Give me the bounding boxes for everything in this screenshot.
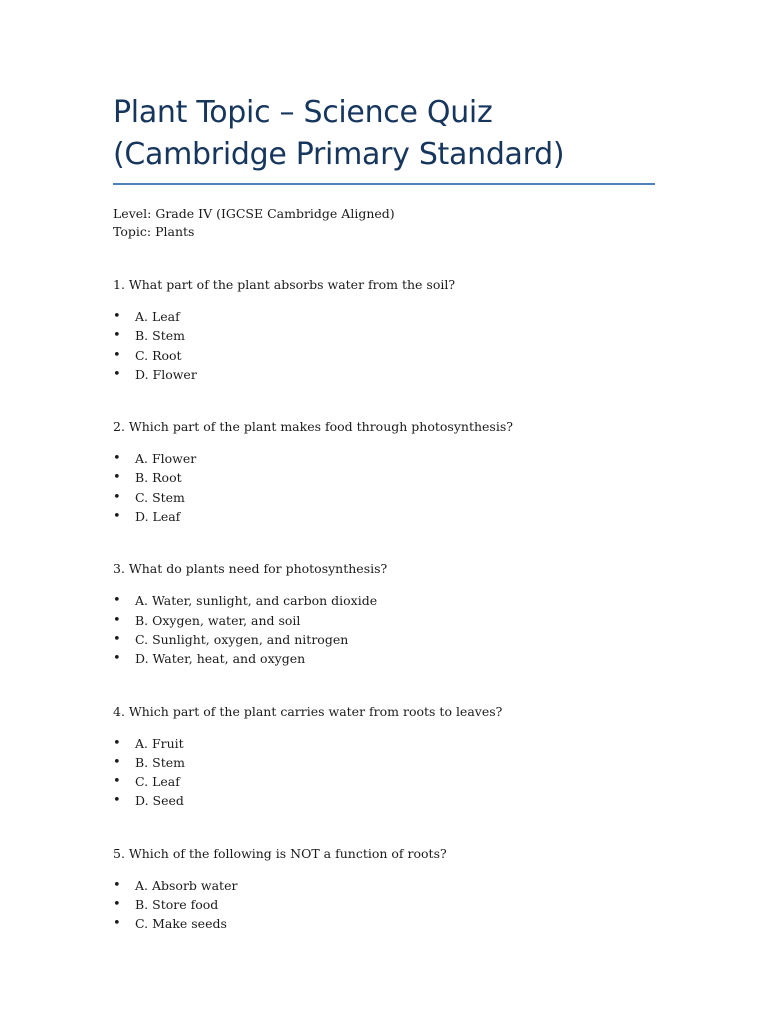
option-item [113, 772, 655, 791]
option-text: B. Stem [135, 754, 185, 770]
bullet-icon: • [113, 612, 121, 628]
question-text: 3. What do plants need for photosynthesis? [113, 561, 388, 577]
option-text: B. Stem [135, 328, 185, 344]
bullet-icon: • [113, 735, 121, 751]
question-text: 2. Which part of the plant makes food through photosynthesis? [113, 419, 513, 435]
option-item [113, 611, 655, 630]
option-item [113, 326, 655, 345]
question-block [113, 703, 655, 811]
option-text: B. Store food [135, 897, 219, 913]
option-item [113, 791, 655, 810]
option-item [113, 307, 655, 326]
option-text: B. Oxygen, water, and soil [135, 612, 301, 628]
option-item [113, 449, 655, 468]
bullet-icon: • [113, 631, 121, 647]
option-item [113, 895, 655, 914]
option-item [113, 914, 655, 933]
level-text: Level: Grade IV (IGCSE Cambridge Aligned) [113, 206, 395, 221]
topic-text: Topic: Plants [113, 224, 195, 239]
bullet-icon: • [113, 309, 121, 324]
bullet-icon: • [113, 328, 121, 344]
option-text: B. Root [135, 470, 182, 486]
option-text: A. Flower [135, 451, 197, 467]
option-text: C. Sunlight, oxygen, and nitrogen [135, 631, 349, 647]
title-line-2: (Cambridge Primary Standard) [113, 137, 565, 172]
bullet-icon: • [113, 489, 121, 505]
bullet-icon: • [113, 897, 121, 913]
document-title [113, 92, 655, 176]
document-meta [113, 205, 655, 241]
bullet-icon: • [113, 593, 121, 609]
option-text: C. Leaf [135, 774, 180, 790]
question-block [113, 560, 655, 668]
title-underline [113, 183, 655, 185]
option-item [113, 346, 655, 365]
bullet-icon: • [113, 877, 121, 893]
question-block [113, 276, 655, 384]
option-text: A. Absorb water [135, 877, 238, 893]
option-text: A. Water, sunlight, and carbon dioxide [135, 593, 378, 609]
bullet-icon: • [113, 651, 121, 667]
option-item [113, 365, 655, 384]
bullet-icon: • [113, 509, 121, 525]
document-page [113, 92, 655, 934]
question-text: 1. What part of the plant absorbs water from the soil? [113, 277, 456, 292]
option-list [113, 307, 655, 384]
bullet-icon: • [113, 470, 121, 486]
option-item [113, 734, 655, 753]
option-item [113, 753, 655, 772]
option-list [113, 876, 655, 934]
question-block [113, 845, 655, 934]
option-list [113, 734, 655, 811]
option-list [113, 449, 655, 526]
question-list [113, 276, 655, 934]
option-text: A. Fruit [135, 735, 184, 751]
title-line-1: Plant Topic – Science Quiz [113, 95, 493, 130]
bullet-icon: • [113, 793, 121, 809]
option-item [113, 468, 655, 487]
option-text: D. Leaf [135, 509, 181, 525]
option-item [113, 876, 655, 895]
bullet-icon: • [113, 366, 121, 382]
option-text: C. Root [135, 347, 182, 363]
bullet-icon: • [113, 347, 121, 363]
option-item [113, 649, 655, 668]
option-text: C. Stem [135, 489, 185, 505]
option-item [113, 507, 655, 526]
bullet-icon: • [113, 774, 121, 790]
question-block [113, 418, 655, 526]
option-text: D. Flower [135, 366, 197, 382]
bullet-icon: • [113, 451, 121, 467]
question-text: 4. Which part of the plant carries water from roots to leaves? [113, 703, 503, 719]
option-text: D. Water, heat, and oxygen [135, 651, 306, 667]
option-list [113, 591, 655, 668]
option-text: D. Seed [135, 793, 184, 809]
option-item [113, 630, 655, 649]
bullet-icon: • [113, 754, 121, 770]
question-text: 5. Which of the following is NOT a function of roots? [113, 845, 447, 861]
bullet-icon: • [113, 916, 121, 932]
option-item [113, 488, 655, 507]
option-text: A. Leaf [135, 309, 180, 324]
option-text: C. Make seeds [135, 916, 227, 932]
option-item [113, 591, 655, 610]
